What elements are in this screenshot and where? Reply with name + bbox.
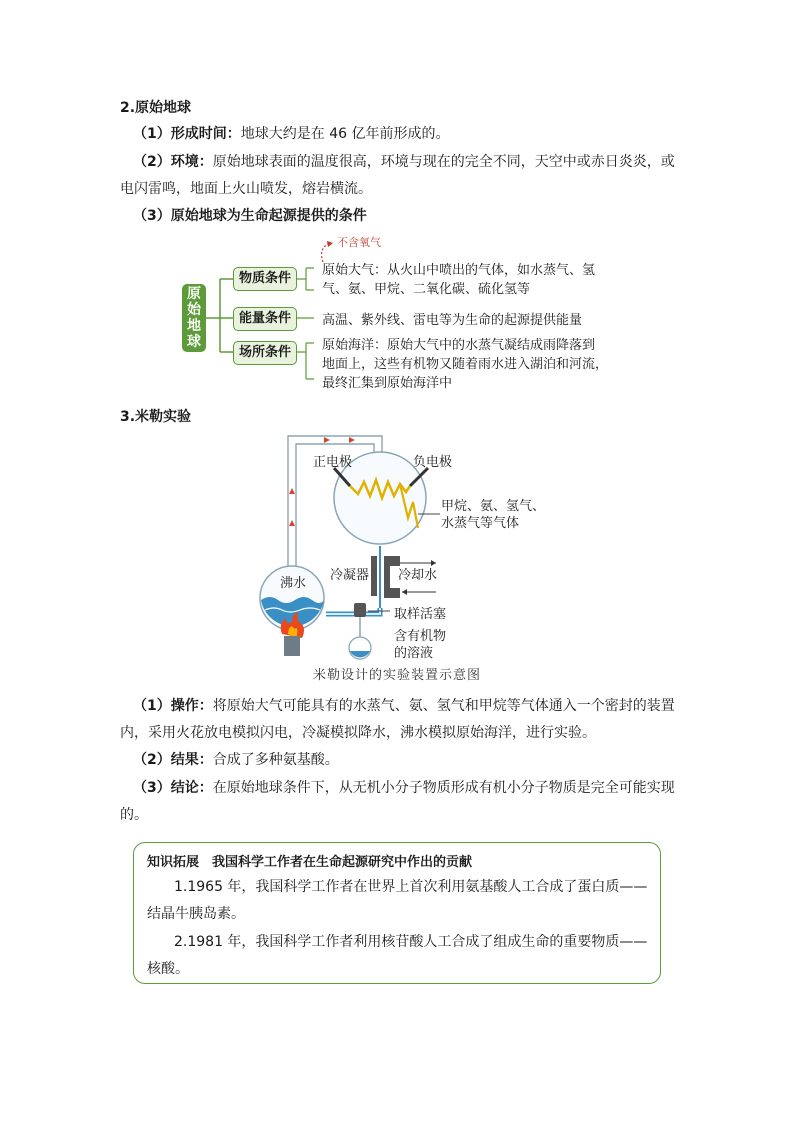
negative-electrode-label: 负电极 [413, 455, 453, 470]
sampling-valve-icon [354, 603, 366, 617]
place-desc-line3: 最终汇集到原始海洋中 [322, 376, 453, 391]
conclusion-text1: 在原始地球条件下，从无机小分子物质形成有机小分子物质是完全可能实现 [212, 780, 675, 796]
operation-line1 [133, 696, 675, 716]
result-label: （2）结果： [133, 752, 213, 768]
material-desc-line2: 气、氨、甲烷、二氧化碳、硫化氢等 [322, 282, 531, 297]
formation-time-text: 地球大约是在 46 亿年前形成的。 [240, 126, 450, 142]
solution-label-line1: 含有机物 [394, 629, 447, 644]
operation-line2: 内，采用火花放电模拟闪电，冷凝模拟降水，沸水模拟原始海洋，进行实验。 [120, 725, 596, 741]
operation-label: （1）操作： [133, 698, 213, 714]
conclusion-label: （3）结论： [133, 780, 213, 796]
place-condition: 场所条件 [233, 341, 297, 365]
result-text: 合成了多种氨基酸。 [212, 752, 339, 768]
formation-time-label: （1）形成时间： [133, 126, 241, 142]
concept-root: 原始地球 [187, 286, 201, 350]
cooling-water-label: 冷却水 [398, 568, 438, 583]
diagram-caption: 米勒设计的实验装置示意图 [313, 668, 482, 683]
material-desc-line1: 原始大气：从火山中喷出的气体，如水蒸气、氢 [322, 263, 596, 278]
environment-label: （2）环境： [133, 154, 213, 170]
conclusion-line1 [133, 778, 675, 798]
solution-label-line2: 的溶液 [394, 646, 434, 661]
place-desc-line2: 地面上，这些有机物又随着雨水进入湖泊和河流， [322, 357, 609, 372]
environment-text1: 原始地球表面的温度很高，环境与现在的完全不同，天空中或赤日炎炎，或 [212, 154, 675, 170]
extension-p1-line2: 结晶牛胰岛素。 [147, 906, 245, 922]
condenser-label: 冷凝器 [330, 568, 370, 583]
section-2-title: 2.原始地球 [120, 100, 192, 116]
energy-desc-line1: 高温、紫外线、雷电等为生命的起源提供能量 [322, 313, 583, 328]
operation-text1: 将原始大气可能具有的水蒸气、氨、氢气和甲烷等气体通入一个密封的装置 [212, 698, 675, 714]
extension-p2-line1: 2.1981 年，我国科学工作者利用核苷酸人工合成了组成生命的重要物质—— [174, 934, 648, 950]
boiling-water-label: 沸水 [280, 576, 307, 591]
condenser-icon [371, 556, 377, 596]
section-3-title: 3.米勒实验 [120, 409, 192, 425]
result-line [133, 750, 339, 770]
energy-condition: 能量条件 [233, 307, 297, 331]
place-desc-line1: 原始海洋：原始大气中的水蒸气凝结成雨降落到 [322, 338, 596, 353]
environment-line2: 电闪雷鸣，地面上火山喷发，熔岩横流。 [120, 181, 372, 197]
no-oxygen-note: 不含氧气 [337, 236, 381, 249]
extension-p1-line1: 1.1965 年，我国科学工作者在世界上首次利用氨基酸人工合成了蛋白质—— [174, 879, 648, 895]
sampling-valve-label: 取样活塞 [394, 607, 447, 622]
material-condition: 物质条件 [233, 267, 297, 291]
extension-title: 知识拓展 我国科学工作者在生命起源研究中作出的贡献 [147, 855, 473, 870]
conditions-heading: （3）原始地球为生命起源提供的条件 [133, 208, 367, 224]
extension-p2-line2: 核酸。 [147, 961, 189, 977]
conclusion-line2: 的。 [120, 807, 148, 823]
gases-label-line2: 水蒸气等气体 [441, 516, 520, 531]
positive-electrode-label: 正电极 [313, 455, 353, 470]
gases-label-line1: 甲烷、氨、氢气、 [441, 499, 546, 514]
concept-root-box [182, 284, 206, 352]
